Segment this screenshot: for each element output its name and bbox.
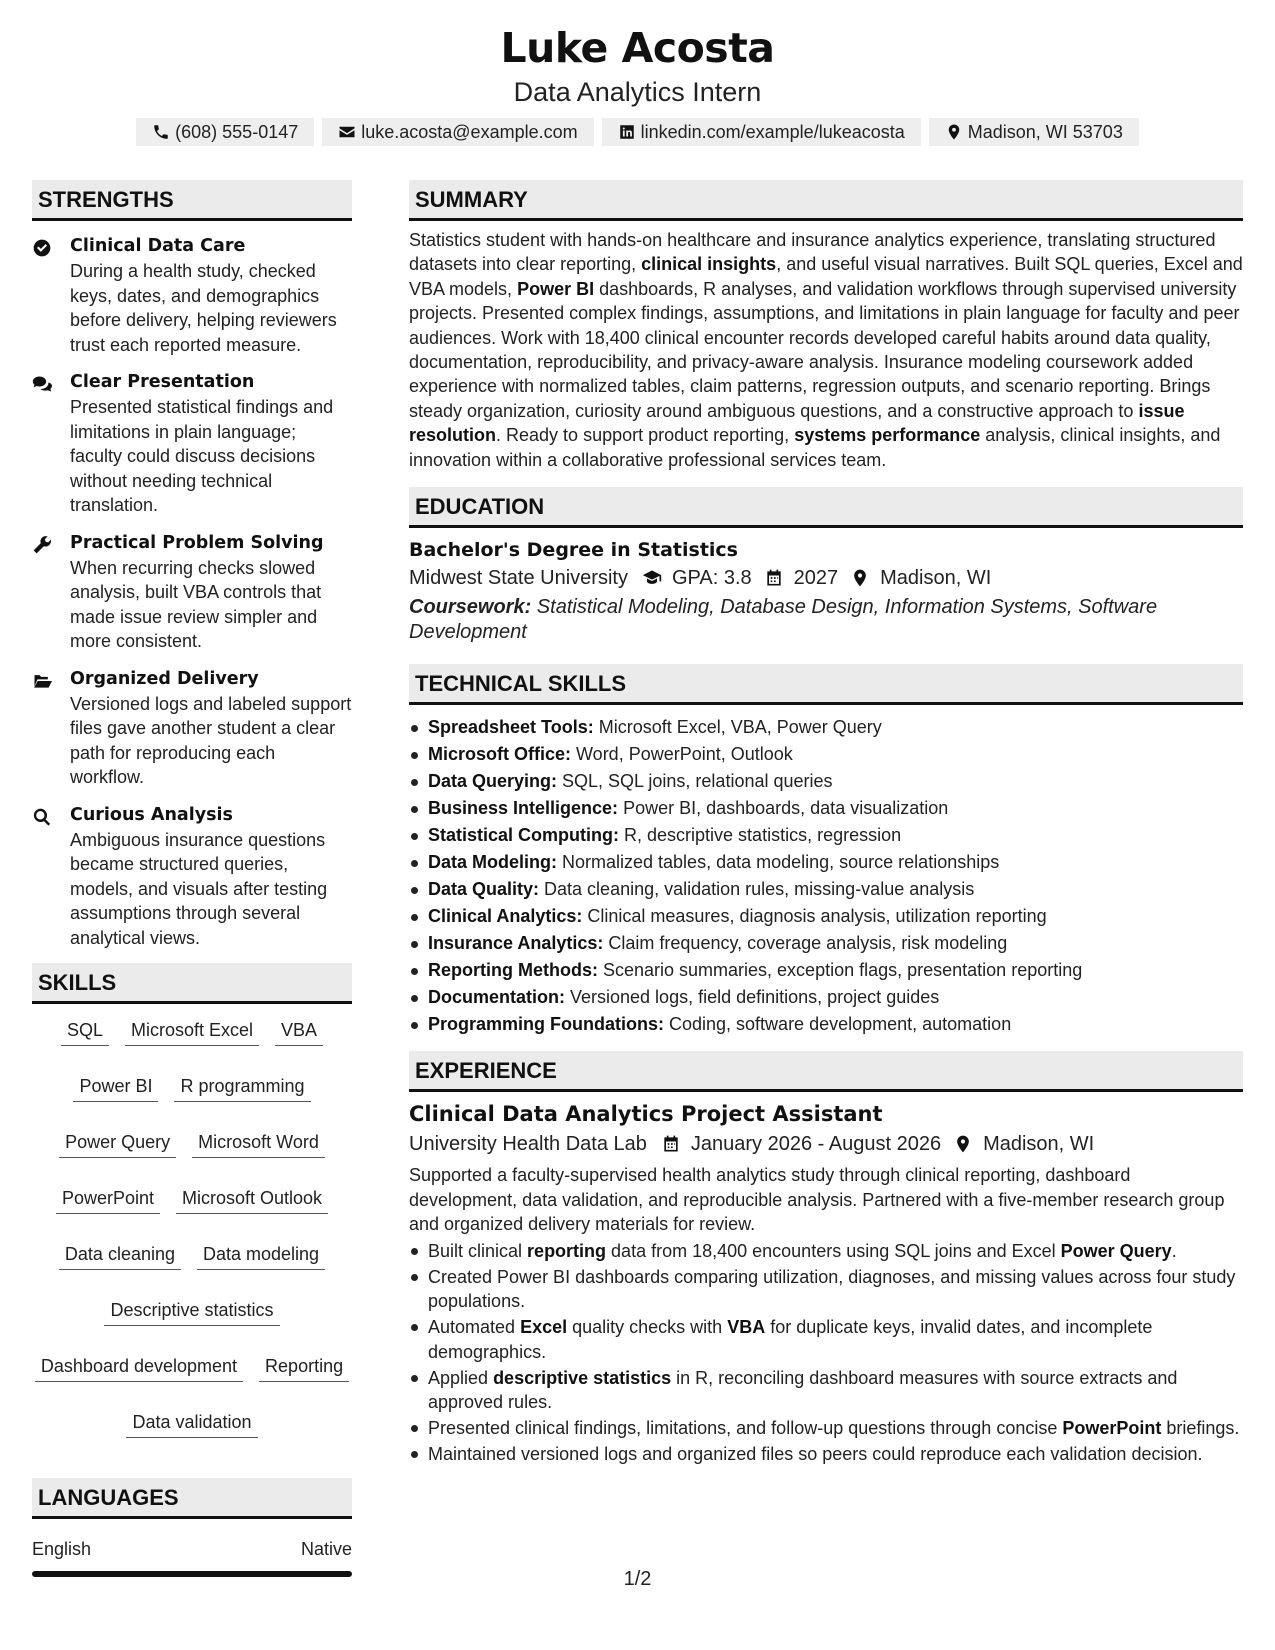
left-column (32, 180, 352, 1577)
skill-tag: Data validation (126, 1410, 257, 1438)
text-segment: data from 18,400 encounters using SQL joins and Excel (606, 1240, 1061, 1261)
contact-bar (0, 118, 1275, 146)
skills-tag-cloud (32, 1018, 352, 1438)
job-organization: University Health Data Lab (409, 1133, 647, 1156)
job-bullet (409, 1442, 1243, 1467)
skill-tag: SQL (61, 1018, 109, 1046)
text-segment: . Ready to support product reporting, (496, 425, 795, 446)
technical-skill-item (409, 822, 1243, 849)
bold-text: Power Query (1060, 1240, 1172, 1261)
skill-tag: R programming (174, 1074, 310, 1102)
strength-item (32, 531, 352, 654)
search-icon (32, 807, 52, 827)
text-segment: dashboards, R analyses, and validation workflows through supervised university projects. Presented complex findings, assumptions, and limitations in plain language for faculty and peer audiences. Work with 18,400 clinical encounter records developed careful habits around data quality, documentation, reproducibility, and privacy-aware analysis. Insurance modeling coursework added experience with normalized tables, claim patterns, regression outputs, and scenario reporting. Brings steady organization, curiosity around ambiguous questions, and a constructive approach to (409, 278, 1240, 421)
check-circle-icon (32, 238, 52, 258)
skill-tag: Microsoft Outlook (176, 1186, 328, 1214)
skill-category: Programming Foundations: (428, 1014, 664, 1035)
text-segment: Applied (428, 1367, 494, 1388)
phone-icon (152, 123, 170, 141)
education-meta (409, 563, 1243, 593)
text-segment: . (1171, 1240, 1177, 1261)
skill-category: Insurance Analytics: (428, 933, 604, 954)
text-segment: Created Power BI dashboards comparing utilization, diagnoses, and missing values across four study populations. (428, 1266, 1236, 1312)
skill-category: Data Querying: (428, 771, 558, 792)
skill-tag: VBA (275, 1018, 323, 1046)
bold-text: PowerPoint (1062, 1418, 1162, 1439)
bold-text: reporting (527, 1240, 607, 1261)
languages-heading: LANGUAGES (32, 1478, 352, 1519)
skill-tag: Descriptive statistics (104, 1298, 279, 1326)
coursework (409, 595, 1243, 644)
text-segment: Presented clinical findings, limitations, and follow-up questions through concise (428, 1418, 1063, 1439)
bold-text: issue resolution (409, 400, 1185, 446)
skill-values: Coding, software development, automation (664, 1014, 1012, 1035)
text-segment: briefings. (1161, 1418, 1240, 1439)
strength-desc: During a health study, checked keys, dates, and demographics before delivery, helping reviewers trust each reported measure. (70, 261, 337, 355)
job-bullet (409, 1265, 1243, 1314)
skill-values: Scenario summaries, exception flags, presentation reporting (597, 960, 1083, 981)
text-segment: , and useful visual narratives. Built SQL queries, Excel and VBA models, (409, 254, 1243, 299)
calendar-icon (764, 568, 784, 588)
strength-desc: Ambiguous insurance questions became structured queries, models, and visuals after testing assumptions through several analytical views. (70, 829, 328, 948)
text-segment: in R, reconciling dashboard measures with source extracts and approved rules. (428, 1367, 1178, 1413)
technical-skill-item (409, 876, 1243, 903)
skill-category: Business Intelligence: (428, 798, 619, 819)
job-bullets (409, 1239, 1243, 1467)
skill-category: Documentation: (428, 987, 565, 1008)
language-level: Native (300, 1539, 352, 1559)
text-segment: analysis, clinical insights, and innovation within a collaborative professional services team. (409, 425, 1221, 470)
page-number: 1/2 (623, 1568, 652, 1590)
strength-item (32, 234, 352, 357)
strength-item (32, 803, 352, 951)
degree-title: Bachelor's Degree in Statistics (409, 539, 738, 562)
strength-title: Curious Analysis (70, 804, 233, 825)
skill-values: Word, PowerPoint, Outlook (571, 744, 793, 765)
contact-phone-text: (608) 555-0147 (175, 121, 299, 142)
technical-skill-item (409, 768, 1243, 795)
job-meta (409, 1129, 1243, 1159)
strength-desc: Versioned logs and labeled support files gave another student a clear path for reproducing each workflow. (70, 693, 352, 787)
technical-skill-item (409, 984, 1243, 1011)
gpa-value: GPA: 3.8 (671, 567, 752, 590)
job-location: Madison, WI (983, 1133, 1095, 1156)
skill-values: Data cleaning, validation rules, missing-value analysis (539, 879, 975, 900)
calendar-icon (661, 1134, 681, 1154)
skill-tag: Power BI (73, 1074, 158, 1102)
strength-title: Practical Problem Solving (70, 532, 324, 553)
strength-title: Organized Delivery (70, 668, 259, 689)
skill-tag: Data modeling (197, 1242, 325, 1270)
text-segment: Automated (428, 1317, 521, 1338)
envelope-icon (338, 123, 356, 141)
job-bullet (409, 1366, 1243, 1415)
job-bullet (409, 1416, 1243, 1441)
coursework-list: Statistical Modeling, Database Design, Information Systems, Software Development (409, 596, 1158, 643)
text-segment: quality checks with (567, 1317, 728, 1338)
summary-heading: SUMMARY (409, 180, 1243, 221)
contact-linkedin[interactable] (602, 118, 921, 146)
skill-category: Spreadsheet Tools: (428, 717, 594, 738)
graduation-cap-icon (642, 568, 662, 588)
technical-skill-item (409, 957, 1243, 984)
skill-tag: Power Query (59, 1130, 176, 1158)
education-heading: EDUCATION (409, 487, 1243, 528)
skill-tag: Microsoft Excel (125, 1018, 259, 1046)
education-location: Madison, WI (880, 567, 992, 590)
text-segment: Statistics student with hands-on healthcare and insurance analytics experience, translating structured datasets into clear reporting, (409, 230, 1216, 275)
skill-tag: PowerPoint (56, 1186, 160, 1214)
strengths-heading: STRENGTHS (32, 180, 352, 221)
candidate-name: Luke Acosta (500, 24, 775, 72)
job-description: Supported a faculty-supervised health analytics study through clinical reporting, dashboard development, data validation, and reproducible analysis. Partnered with a five-member research group and organized delivery materials for review. (409, 1165, 1225, 1235)
bold-text: clinical insights (641, 254, 777, 275)
contact-linkedin-text: linkedin.com/example/lukeacosta (640, 121, 905, 142)
skill-category: Reporting Methods: (428, 960, 598, 981)
job-title: Clinical Data Analytics Project Assistant (409, 1102, 883, 1127)
skill-tag: Reporting (259, 1354, 349, 1382)
resume-header (0, 22, 1275, 146)
skill-values: Clinical measures, diagnosis analysis, utilization reporting (582, 906, 1047, 927)
strength-title: Clinical Data Care (70, 236, 246, 256)
technical-skill-item (409, 741, 1243, 768)
strengths-list (32, 234, 352, 950)
technical-skill-item (409, 849, 1243, 876)
technical-skill-item (409, 903, 1243, 930)
graduation-year: 2027 (793, 567, 839, 590)
skill-category: Microsoft Office: (428, 744, 572, 765)
comments-icon (32, 374, 52, 394)
right-column (409, 180, 1243, 1468)
skill-tag: Dashboard development (35, 1354, 243, 1382)
skill-values: Versioned logs, field definitions, project guides (565, 987, 940, 1008)
strength-item (32, 667, 352, 790)
job-bullet (409, 1315, 1243, 1364)
technical-skill-item (409, 714, 1243, 741)
technical-skills-list (409, 714, 1243, 1038)
contact-email-text: luke.acosta@example.com (361, 121, 578, 142)
map-pin-icon (945, 123, 963, 141)
strength-desc: Presented statistical findings and limitations in plain language; faculty could discuss decisions without needing technical translation. (70, 397, 334, 515)
skill-category: Data Quality: (428, 879, 540, 900)
coursework-label: Coursework: (409, 596, 532, 619)
strength-item (32, 370, 352, 518)
bold-text: systems performance (794, 425, 981, 446)
bold-text: Excel (520, 1317, 568, 1338)
job-dates: January 2026 - August 2026 (690, 1133, 942, 1156)
language-row (32, 1537, 352, 1561)
strength-title: Clear Presentation (70, 372, 255, 392)
contact-location-text: Madison, WI 53703 (967, 121, 1123, 142)
contact-email[interactable] (322, 118, 593, 146)
skill-values: Power BI, dashboards, data visualization (618, 798, 949, 819)
text-segment: Built clinical (428, 1240, 528, 1261)
bold-text: Power BI (517, 278, 595, 299)
skill-values: R, descriptive statistics, regression (619, 825, 902, 846)
map-pin-icon (850, 568, 870, 588)
school-name: Midwest State University (409, 567, 628, 590)
bold-text: descriptive statistics (493, 1367, 672, 1388)
contact-phone[interactable] (136, 118, 314, 146)
technical-skill-item (409, 795, 1243, 822)
candidate-title: Data Analytics Intern (513, 77, 762, 107)
skill-tag: Data cleaning (59, 1242, 181, 1270)
skill-category: Clinical Analytics: (428, 906, 583, 927)
skill-tag: Microsoft Word (192, 1130, 325, 1158)
summary-text (409, 228, 1243, 472)
linkedin-icon (618, 123, 636, 141)
language-name: English (32, 1539, 92, 1559)
folder-open-icon (32, 671, 52, 691)
technical-skills-heading: TECHNICAL SKILLS (409, 664, 1243, 705)
strength-desc: When recurring checks slowed analysis, built VBA controls that made issue review simpler and more consistent. (70, 557, 322, 651)
skill-values: Microsoft Excel, VBA, Power Query (593, 717, 882, 738)
skills-heading: SKILLS (32, 963, 352, 1004)
text-segment: Maintained versioned logs and organized files so peers could reproduce each validation decision. (428, 1444, 1203, 1465)
skill-category: Data Modeling: (428, 852, 557, 873)
skill-category: Statistical Computing: (428, 825, 620, 846)
technical-skill-item (409, 1011, 1243, 1038)
skill-values: Normalized tables, data modeling, source relationships (557, 852, 1000, 873)
technical-skill-item (409, 930, 1243, 957)
wrench-icon (32, 535, 52, 555)
job-bullet (409, 1239, 1243, 1264)
text-segment: for duplicate keys, invalid dates, and incomplete demographics. (428, 1317, 1153, 1362)
skill-values: SQL, SQL joins, relational queries (557, 771, 833, 792)
bold-text: VBA (727, 1317, 766, 1338)
map-pin-icon (953, 1134, 973, 1154)
experience-heading: EXPERIENCE (409, 1051, 1243, 1092)
skill-values: Claim frequency, coverage analysis, risk modeling (603, 933, 1008, 954)
contact-location (929, 118, 1139, 146)
